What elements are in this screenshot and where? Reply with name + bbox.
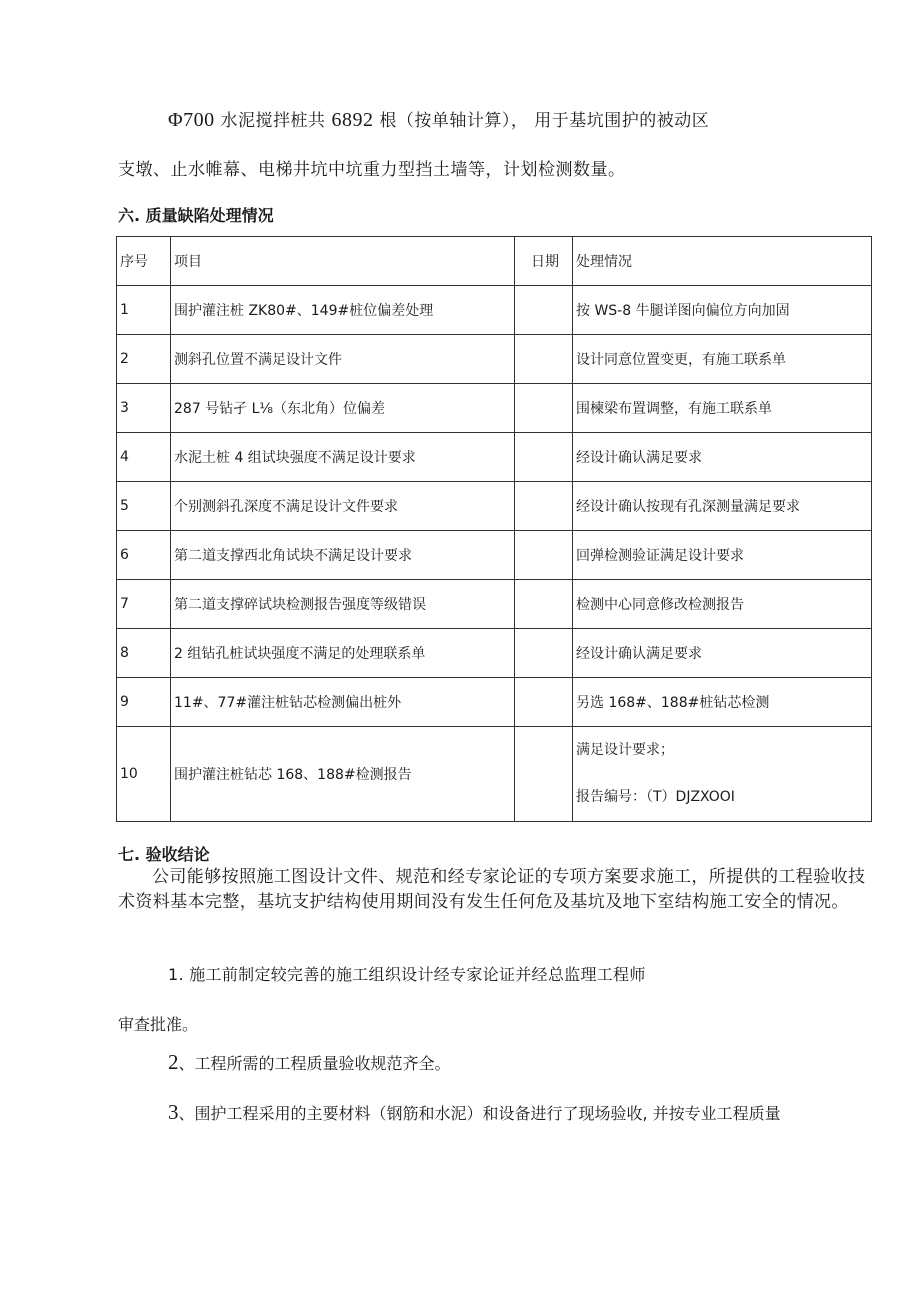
- item-3: [168, 1100, 781, 1125]
- row-item: 11#、77#灌注桩钻芯检测偏出桩外: [171, 678, 515, 727]
- table-row: [117, 629, 872, 678]
- row-result-line-2: 报告编号：（T）DJZXOOI: [576, 789, 735, 805]
- row-result: 经设计确认满足要求: [573, 433, 872, 482]
- item-1-line-2: 审查批准。: [118, 1015, 199, 1034]
- intro-line-2: 支墩、止水帷幕、电梯井坑中坑重力型挡土墙等，计划检测数量。: [118, 160, 626, 180]
- row-date: [515, 678, 573, 727]
- table-row: [117, 286, 872, 335]
- row-no: 8: [117, 629, 171, 678]
- row-no: 6: [117, 531, 171, 580]
- row-result: 经设计确认满足要求: [573, 629, 872, 678]
- row-no: 7: [117, 580, 171, 629]
- header-date: 日期: [515, 237, 573, 286]
- table-row: [117, 335, 872, 384]
- row-item: 围护灌注桩钻芯 168、188#检测报告: [171, 727, 515, 822]
- row-no: 9: [117, 678, 171, 727]
- row-item: 水泥土桩 4 组试块强度不满足设计要求: [171, 433, 515, 482]
- row-item: 第二道支撑碎试块检测报告强度等级错误: [171, 580, 515, 629]
- row-no: 5: [117, 482, 171, 531]
- row-item: 围护灌注桩 ZK80#、149#桩位偏差处理: [171, 286, 515, 335]
- row-result: 回弹检测验证满足设计要求: [573, 531, 872, 580]
- row-result-line-1: 满足设计要求；: [576, 742, 674, 758]
- row-no: 3: [117, 384, 171, 433]
- row-result: 经设计确认按现有孔深测量满足要求: [573, 482, 872, 531]
- table-row: [117, 727, 872, 822]
- table-row: [117, 580, 872, 629]
- item-3-text: 、围护工程采用的主要材料（钢筋和水泥）和设备进行了现场验收, 并按专业工程质量: [178, 1104, 781, 1123]
- row-result: 另选 168#、188#桩钻芯检测: [573, 678, 872, 727]
- row-no: 2: [117, 335, 171, 384]
- row-item: 287 号钻孑 L⅛（东北角）位偏差: [171, 384, 515, 433]
- table-row: [117, 678, 872, 727]
- row-no: 4: [117, 433, 171, 482]
- item-2: [168, 1050, 451, 1075]
- row-result: [573, 727, 872, 822]
- row-result: 检测中心同意修改检测报告: [573, 580, 872, 629]
- row-date: [515, 384, 573, 433]
- row-date: [515, 286, 573, 335]
- pile-count: 6892: [331, 109, 374, 131]
- table-row: [117, 384, 872, 433]
- pile-diameter: Φ700: [168, 109, 215, 131]
- row-item: 第二道支撑西北角试块不满足设计要求: [171, 531, 515, 580]
- table-row: [117, 482, 872, 531]
- row-date: [515, 580, 573, 629]
- item-2-text: 、工程所需的工程质量验收规范齐全。: [178, 1054, 451, 1073]
- row-result: 围楝梁布置调整，有施工联系单: [573, 384, 872, 433]
- table-header-row: [117, 237, 872, 286]
- row-no: 1: [117, 286, 171, 335]
- row-date: [515, 629, 573, 678]
- header-item: 项目: [171, 237, 515, 286]
- row-result: 设计同意位置变更，有施工联系单: [573, 335, 872, 384]
- item-3-number: 3: [168, 1100, 179, 1124]
- row-item: 2 组钻孔桩试块强度不满足的处理联系单: [171, 629, 515, 678]
- item-2-number: 2: [168, 1050, 179, 1074]
- row-no: 10: [117, 727, 171, 822]
- item-1-line-1: 1. 施工前制定较完善的施工组织设计经专家论证并经总监理工程师: [168, 965, 646, 984]
- conclusion-paragraph: 公司能够按照施工图设计文件、规范和经专家论证的专项方案要求施工，所提供的工程验收技术资料基本完整，基坑支护结构使用期间没有发生任何危及基坑及地下室结构施工安全的情况。: [118, 867, 866, 912]
- intro-line-1: Φ700 水泥搅拌桩共 6892 根（按单轴计算）， 用于基坑围护的被动区: [168, 109, 710, 131]
- table-row: [117, 531, 872, 580]
- row-result: 按 WS-8 牛腿详图向偏位方向加固: [573, 286, 872, 335]
- table-row: [117, 433, 872, 482]
- row-item: 测斜孔位置不满足设计文件: [171, 335, 515, 384]
- section-7-heading: 七. 验收结论: [118, 845, 210, 864]
- table-body: [117, 286, 872, 727]
- section-6-heading: 六. 质量缺陷处理情况: [118, 206, 274, 225]
- row-item: 个别测斜孔深度不满足设计文件要求: [171, 482, 515, 531]
- header-no: 序号: [117, 237, 171, 286]
- defects-table: [116, 236, 872, 822]
- header-result: 处理情况: [573, 237, 872, 286]
- row-date: [515, 482, 573, 531]
- row-date: [515, 727, 573, 822]
- row-date: [515, 531, 573, 580]
- row-date: [515, 335, 573, 384]
- row-date: [515, 433, 573, 482]
